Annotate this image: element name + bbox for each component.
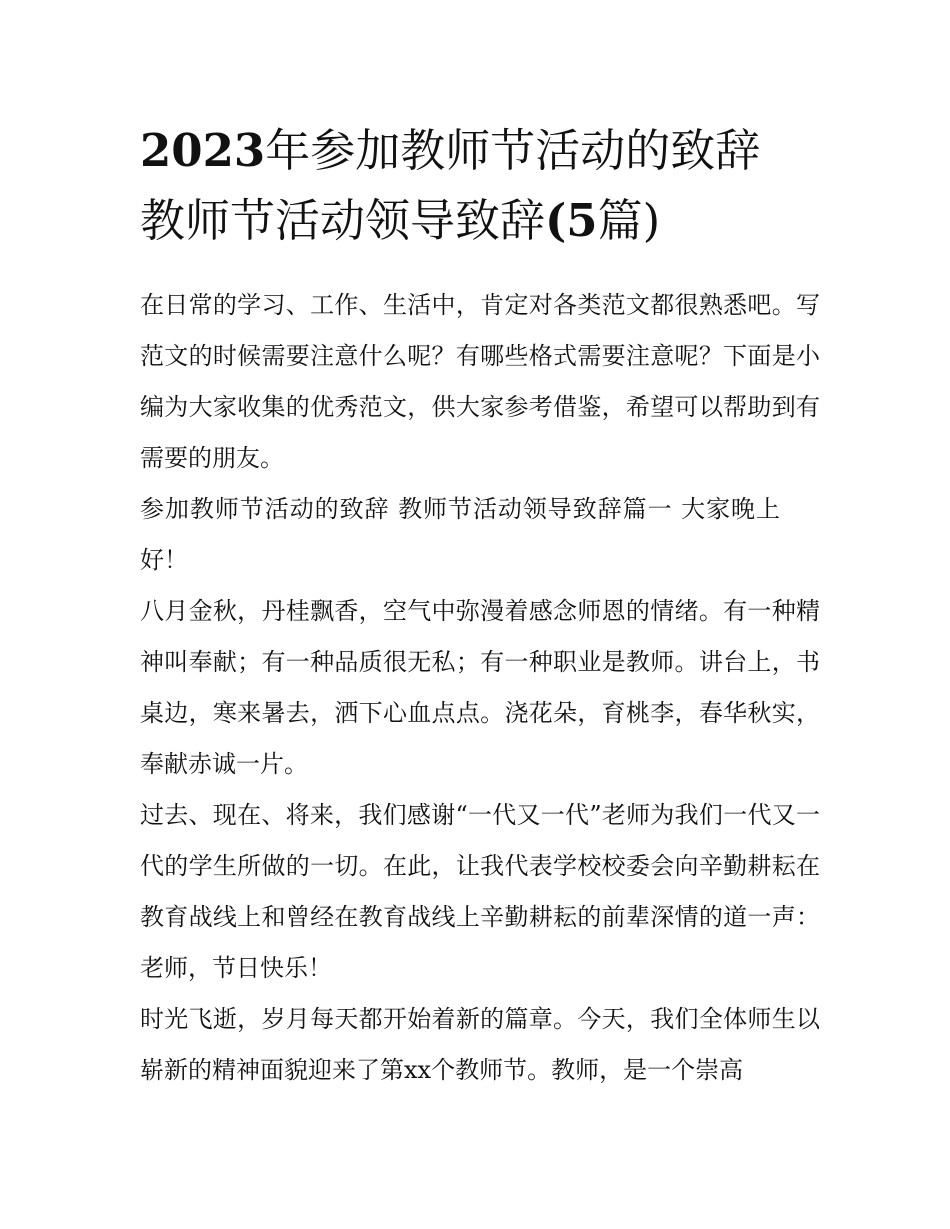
paragraph-greeting: 参加教师节活动的致辞 教师节活动领导致辞篇一 大家晚上好！ [140,495,780,574]
document-title [140,116,820,256]
title-line-1-text: 年参加教师节活动的致辞 [265,124,761,177]
title-line-2-text: 教师节活动领导致辞 [140,194,546,247]
document-page [140,116,820,1096]
paragraph-autumn: 八月金秋，丹桂飘香，空气中弥漫着感念师恩的情绪。有一种精神叫奉献；有一种品质很无私；有一种职业是教师。讲台上，书桌边，寒来暑去，洒下心血点点。浇花朵，育桃李，春华秋实，奉献赤诚一片。 [140,597,820,778]
title-count: (5 [545,194,598,247]
paragraph-intro: 在日常的学习、工作、生活中，肯定对各类范文都很熟悉吧。写范文的时候需要注意什么呢？有哪些格式需要注意呢？下面是小编为大家收集的优秀范文，供大家参考借鉴，希望可以帮助到有需要的朋友。 [140,291,820,472]
title-line-2-end: 篇) [597,194,661,247]
document-body [140,280,820,1096]
paragraph-thanks: 过去、现在、将来，我们感谢“一代又一代”老师为我们一代又一代的学生所做的一切。在此，让我代表学校校委会向辛勤耕耘在教育战线上和曾经在教育战线上辛勤耕耘的前辈深情的道一声：老师，节日快乐！ [140,801,820,982]
title-line-1 [140,116,820,186]
title-year: 2023 [140,124,266,177]
paragraph-time: 时光飞逝，岁月每天都开始着新的篇章。今天，我们全体师生以崭新的精神面貌迎来了第xx个教师节。教师，是一个崇高 [140,1005,820,1084]
title-line-2 [140,186,820,256]
